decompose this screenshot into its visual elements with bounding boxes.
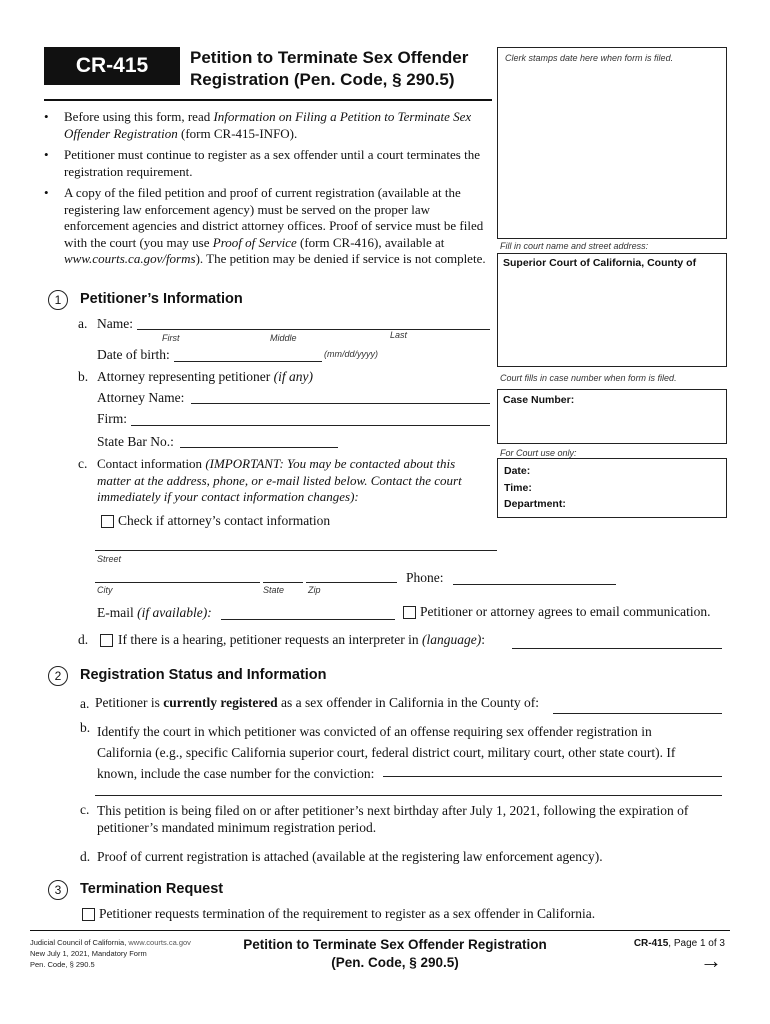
interpreter-language-field[interactable] (512, 648, 722, 649)
s1-b-letter: b. (78, 369, 89, 384)
section-3-title: Termination Request (80, 881, 224, 897)
footer-title: Petition to Terminate Sex Offender Registration (Pen. Code, § 290.5) (243, 937, 547, 970)
contact-info-text: Contact information (IMPORTANT: You may be contacted about this matter at the address, phone, or e-mail listed below. Contact the court immediately if your contact information changes): (97, 456, 462, 504)
name-label: Name: (97, 316, 133, 331)
termination-request-label: Petitioner requests termination of the requirement to register as a sex offender in California. (99, 906, 596, 921)
firm-label: Firm: (97, 411, 128, 426)
s2-d-text: Proof of current registration is attached (available at the registering law enforcement agency). (97, 849, 603, 864)
zip-caption: Zip (308, 585, 321, 595)
next-page-arrow-icon[interactable]: → (700, 948, 722, 973)
email-label: E-mail (if available): (97, 605, 212, 620)
phone-field[interactable] (453, 584, 616, 585)
footer-rule (30, 930, 730, 931)
attorney-label: Attorney representing petitioner (if any) (97, 369, 313, 384)
form-title: Petition to Terminate Sex Offender Registration (Pen. Code, § 290.5) (190, 48, 469, 89)
bar-field[interactable] (180, 447, 338, 448)
title-underline (44, 99, 492, 101)
footer-page: CR-415, Page 1 of 3 (633, 938, 725, 949)
state-caption: State (263, 585, 285, 595)
s1-d-letter: d. (78, 632, 89, 647)
city-caption: City (97, 585, 113, 595)
attorney-contact-label: Check if attorney’s contact information (118, 513, 331, 528)
s1-c-letter: c. (78, 456, 88, 471)
s1-a-letter: a. (78, 316, 88, 331)
s2-a-text: Petitioner is currently registered as a sex offender in California in the County of: (95, 695, 540, 710)
court-name-box[interactable] (497, 253, 727, 367)
street-field[interactable] (95, 550, 497, 551)
instruction-bullets (30, 109, 492, 268)
clerk-stamp-note: Clerk stamps date here when form is filed. (505, 53, 674, 63)
dob-label: Date of birth: (97, 347, 170, 362)
street-caption: Street (97, 554, 122, 564)
name-first-caption: First (162, 333, 180, 343)
email-agree-label: Petitioner or attorney agrees to email communication. (420, 604, 711, 619)
form-code: CR-415 (75, 54, 149, 77)
section-2-number: 2 (48, 666, 68, 686)
bullet-3: • A copy of the filed petition and proof of current registration (available at the registering law enforcement agency) must be served on the proper law enforcement agencies and district attorney offices. Proof of service must be filed with the court (you may use Proof of Service (form CR-416), available at www.courts.ca.gov/forms). The petition may be denied if service is not complete. (44, 185, 486, 266)
s2-d-letter: d. (80, 849, 91, 864)
s2-b-letter: b. (80, 720, 91, 735)
name-field[interactable] (137, 329, 490, 330)
registered-county-field[interactable] (553, 713, 722, 714)
s2-a-letter: a. (80, 696, 90, 711)
conviction-court-field-2[interactable] (95, 795, 722, 796)
footer-left: Judicial Council of California, www.courts.ca.gov New July 1, 2021, Mandatory Form Pen. Code, § 290.5 (30, 938, 191, 969)
bullet-1: • Before using this form, read Information on Filing a Petition to Terminate Sex Offender Registration (form CR-415-INFO). (44, 109, 472, 141)
bar-label: State Bar No.: (97, 434, 174, 449)
form-code-badge (44, 47, 180, 85)
name-last-caption: Last (390, 330, 408, 340)
s2-c-letter: c. (80, 802, 90, 817)
court-use-department: Department: (504, 498, 566, 510)
attorney-name-label: Attorney Name: (97, 390, 185, 405)
s2-b-text: Identify the court in which petitioner was convicted of an offense requiring sex offender registration in California (e.g., specific California superior court, federal district court, military court, other state court). If known, include the case number for the conviction: (97, 724, 676, 781)
court-name-label: Superior Court of California, County of (503, 257, 697, 269)
email-agree-checkbox[interactable] (403, 606, 416, 619)
dob-field[interactable] (174, 361, 322, 362)
attorney-contact-checkbox[interactable] (101, 515, 114, 528)
bullet-2: • Petitioner must continue to register as a sex offender until a court terminates the registration requirement. (44, 147, 480, 179)
zip-field[interactable] (306, 582, 397, 583)
state-field[interactable] (263, 582, 303, 583)
court-use-note: For Court use only: (500, 448, 577, 458)
s2-c-text: This petition is being filed on or after petitioner’s next birthday after July 1, 2021, following the expiration of petitioner’s mandated minimum registration period. (97, 803, 689, 835)
city-field[interactable] (95, 582, 260, 583)
interpreter-checkbox[interactable] (100, 634, 113, 647)
interpreter-label: If there is a hearing, petitioner requests an interpreter in (language): (118, 632, 486, 647)
section-3-number: 3 (48, 880, 68, 900)
court-use-date: Date: (504, 465, 531, 477)
case-number-note: Court fills in case number when form is filed. (500, 373, 677, 383)
court-use-time: Time: (504, 482, 532, 494)
section-2-title: Registration Status and Information (80, 667, 327, 683)
section-1-title: Petitioner’s Information (80, 291, 243, 307)
clerk-stamp-box (497, 47, 727, 239)
termination-request-checkbox[interactable] (82, 908, 95, 921)
attorney-name-field[interactable] (191, 403, 490, 404)
section-1-number: 1 (48, 290, 68, 310)
phone-label: Phone: (406, 570, 444, 585)
dob-format: (mm/dd/yyyy) (324, 349, 378, 359)
firm-field[interactable] (131, 425, 490, 426)
court-name-note: Fill in court name and street address: (500, 241, 649, 251)
name-middle-caption: Middle (270, 333, 297, 343)
case-number-label: Case Number: (503, 394, 575, 406)
email-field[interactable] (221, 619, 395, 620)
conviction-court-field[interactable] (383, 776, 722, 777)
